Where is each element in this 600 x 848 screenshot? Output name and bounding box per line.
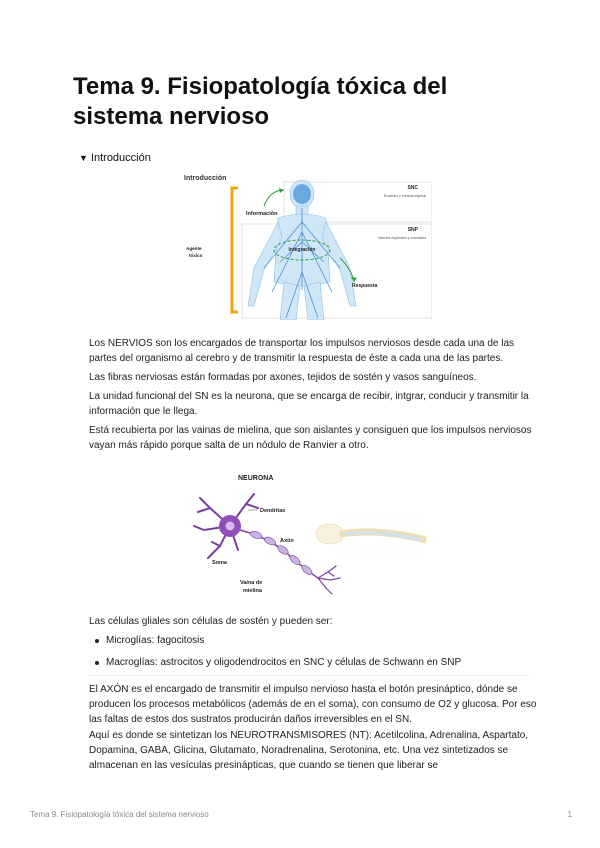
respuesta-label: Respuesta	[352, 283, 378, 289]
soma-label: Soma	[212, 560, 227, 566]
dendritas-label: Dendritas	[260, 508, 286, 514]
nervous-system-figure	[180, 172, 432, 320]
divider	[89, 675, 529, 676]
vaina-label-line1: Vaina de	[240, 580, 263, 586]
toggle-introduccion[interactable]	[79, 151, 151, 165]
integracion-label: Integración	[288, 247, 316, 253]
page-title: Tema 9. Fisiopatología tóxica del sistema nervioso	[73, 73, 448, 130]
figure-header-text: Introducción	[184, 175, 227, 182]
page-number: 1	[567, 810, 572, 819]
agente-label: Agente	[186, 246, 202, 251]
neurona-title: NEURONA	[238, 475, 274, 482]
paragraph-mielina: Está recubierta por las vainas de mielina, que son aislantes y consiguen que los impulsos nerviosos vayan más rápido porque salta de un nódulo de Ranvier a otro.	[89, 425, 532, 451]
triangle-down-icon: ▼	[79, 153, 88, 163]
brain-shape	[293, 184, 311, 204]
toxico-label: tóxico	[189, 253, 203, 258]
paragraph-axon: El AXÓN es el encargado de transmitir el impulso nervioso hasta el botón presináptico, dónde se producen los procesos metabólicos (además de en el soma), con consumo de O2 y glucosa. Por eso las faltas de estos dos sustratos producirán daños irreversibles en el SN.	[89, 684, 537, 725]
neuron-figure	[190, 468, 438, 600]
list-item: Microglías: fagocitosis	[89, 633, 549, 648]
axon-label: Axón	[280, 538, 294, 544]
snc-sublabel: Encéfalo y médula espinal	[384, 194, 426, 198]
paragraph-unidad-funcional: La unidad funcional del SN es la neurona, que se encarga de recibir, intgrar, conducir y transmitir la información que le llega.	[89, 391, 529, 417]
paragraph-gliales: Las células gliales son células de sostén y pueden ser:	[89, 616, 333, 627]
paragraph-nervios: Los NERVIOS son los encargados de transportar los impulsos nerviosos desde cada una de las partes del organismo al cerebro y de transmitir la respuesta de éste a cada una de las partes.	[89, 338, 515, 364]
toggle-label: Introducción	[90, 152, 151, 164]
vaina-label-line2: mielina	[243, 588, 262, 594]
paragraph-neurotransmisores: Aquí es donde se sintetizan los NEUROTRANSMISORES (NT): Acetilcolina, Adrenalina, Aspartato, Dopamina, GABA, Glicina, Glutamato, Noradrenalina, Serotonina, etc. Una vez sintetizados se almacenan en las vesículas presinápticas, que cuando se tienen que liberar se	[89, 730, 529, 771]
glial-list	[89, 633, 549, 677]
informacion-label: Información	[246, 211, 278, 217]
snp-label: SNP	[407, 227, 418, 233]
list-item: Macroglías: astrocitos y oligodendrocitos en SNC y células de Schwann en SNP	[89, 655, 549, 670]
nucleus-shape	[226, 522, 235, 531]
paragraph-fibras: Las fibras nerviosas están formadas por axones, tejidos de sostén y vasos sanguíneos.	[89, 372, 477, 383]
footer-title: Tema 9. Fisiopatología tóxica del sistema nervioso	[30, 810, 209, 819]
snc-label: SNC	[407, 185, 418, 191]
snp-sublabel: Nervios espinales y craneales	[378, 236, 426, 240]
